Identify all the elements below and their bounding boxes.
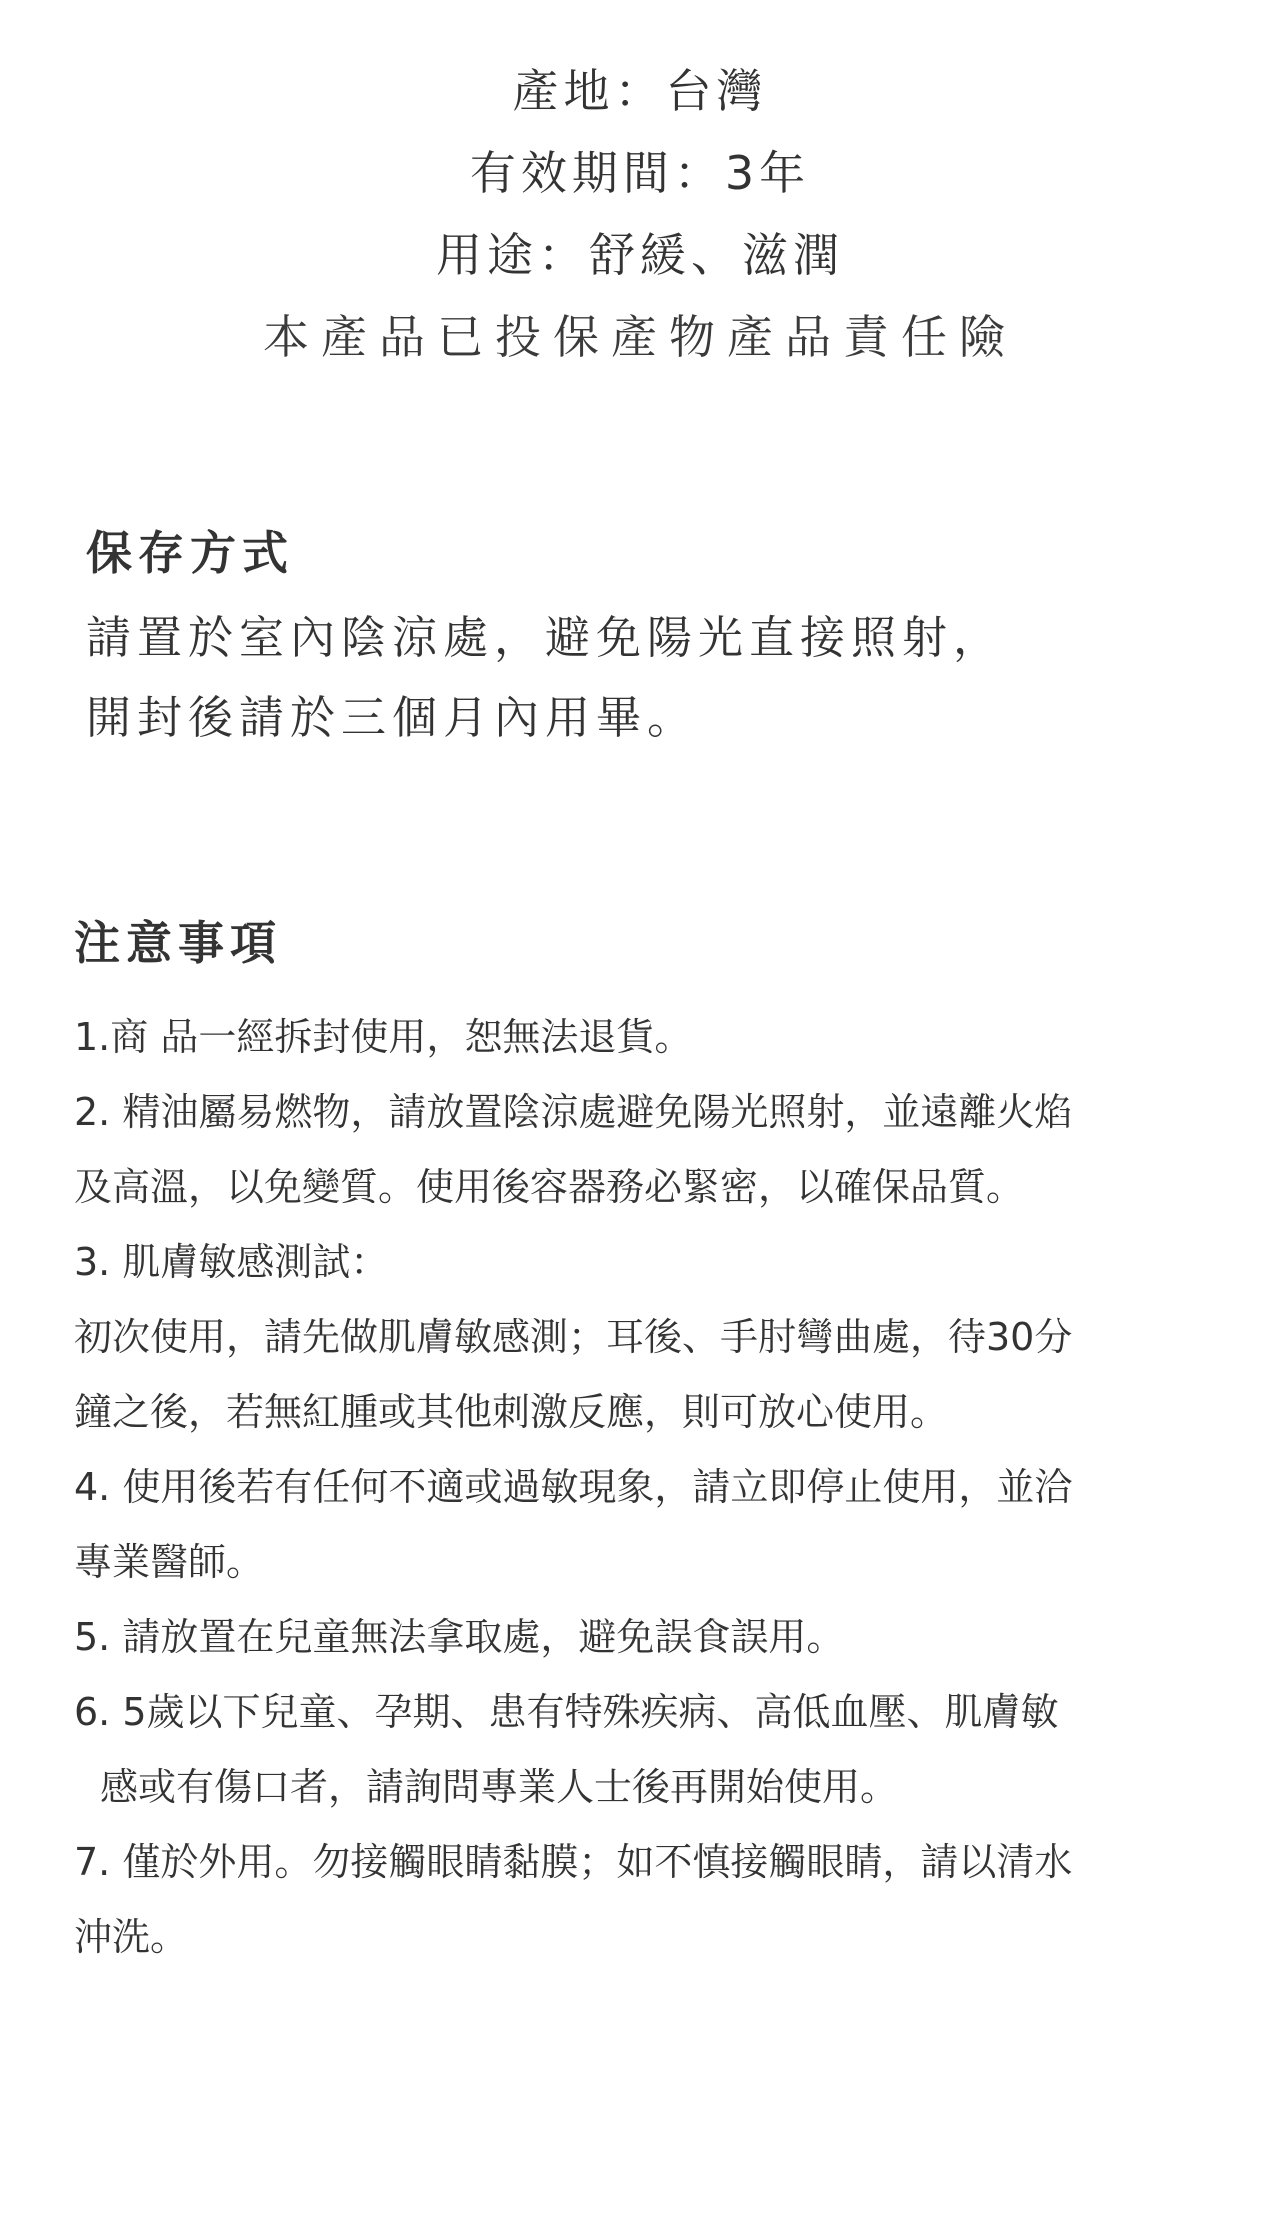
note-line: 4. 使用後若有任何不適或過敏現象，請立即停止使用，並洽 <box>74 1465 1073 1509</box>
note-line: 鐘之後，若無紅腫或其他刺激反應，則可放心使用。 <box>74 1390 949 1434</box>
note-line: 6. 5歲以下兒童、孕期、患有特殊疾病、高低血壓、肌膚敏 <box>74 1690 1059 1734</box>
storage-line: 請置於室內陰涼處，避免陽光直接照射， <box>86 611 1005 664</box>
note-line: 3. 肌膚敏感測試： <box>74 1240 389 1284</box>
insurance-text: 本產品已投保產物產品責任險 <box>263 310 1017 364</box>
note-line: 及高溫，以免變質。使用後容器務必緊密，以確保品質。 <box>74 1165 1025 1209</box>
note-line: 5. 請放置在兒童無法拿取處，避免誤食誤用。 <box>74 1615 845 1659</box>
product-info <box>0 50 1280 378</box>
note-line: 感或有傷口者，請詢問專業人士後再開始使用。 <box>100 1765 899 1809</box>
notes-section <box>74 908 1224 1975</box>
usage-text: 用途：舒緩、滋潤 <box>436 228 844 282</box>
storage-line: 開封後請於三個月內用畢。 <box>86 691 699 744</box>
note-line: 初次使用，請先做肌膚敏感測；耳後、手肘彎曲處，待30分 <box>74 1315 1073 1359</box>
note-line: 專業醫師。 <box>74 1540 265 1584</box>
validity-text: 有效期間：3年 <box>469 146 811 200</box>
note-line: 2. 精油屬易燃物，請放置陰涼處避免陽光照射，並遠離火焰 <box>74 1090 1073 1134</box>
note-line: 沖洗。 <box>74 1915 189 1959</box>
storage-title: 保存方式 <box>86 526 294 580</box>
note-line: 1.商 品一經拆封使用，恕無法退貨。 <box>74 1015 693 1059</box>
storage-section <box>86 518 1216 758</box>
note-line: 7. 僅於外用。勿接觸眼睛黏膜；如不慎接觸眼睛，請以清水 <box>74 1840 1073 1884</box>
origin-text: 產地：台灣 <box>512 64 768 118</box>
notes-title: 注意事項 <box>74 916 282 970</box>
